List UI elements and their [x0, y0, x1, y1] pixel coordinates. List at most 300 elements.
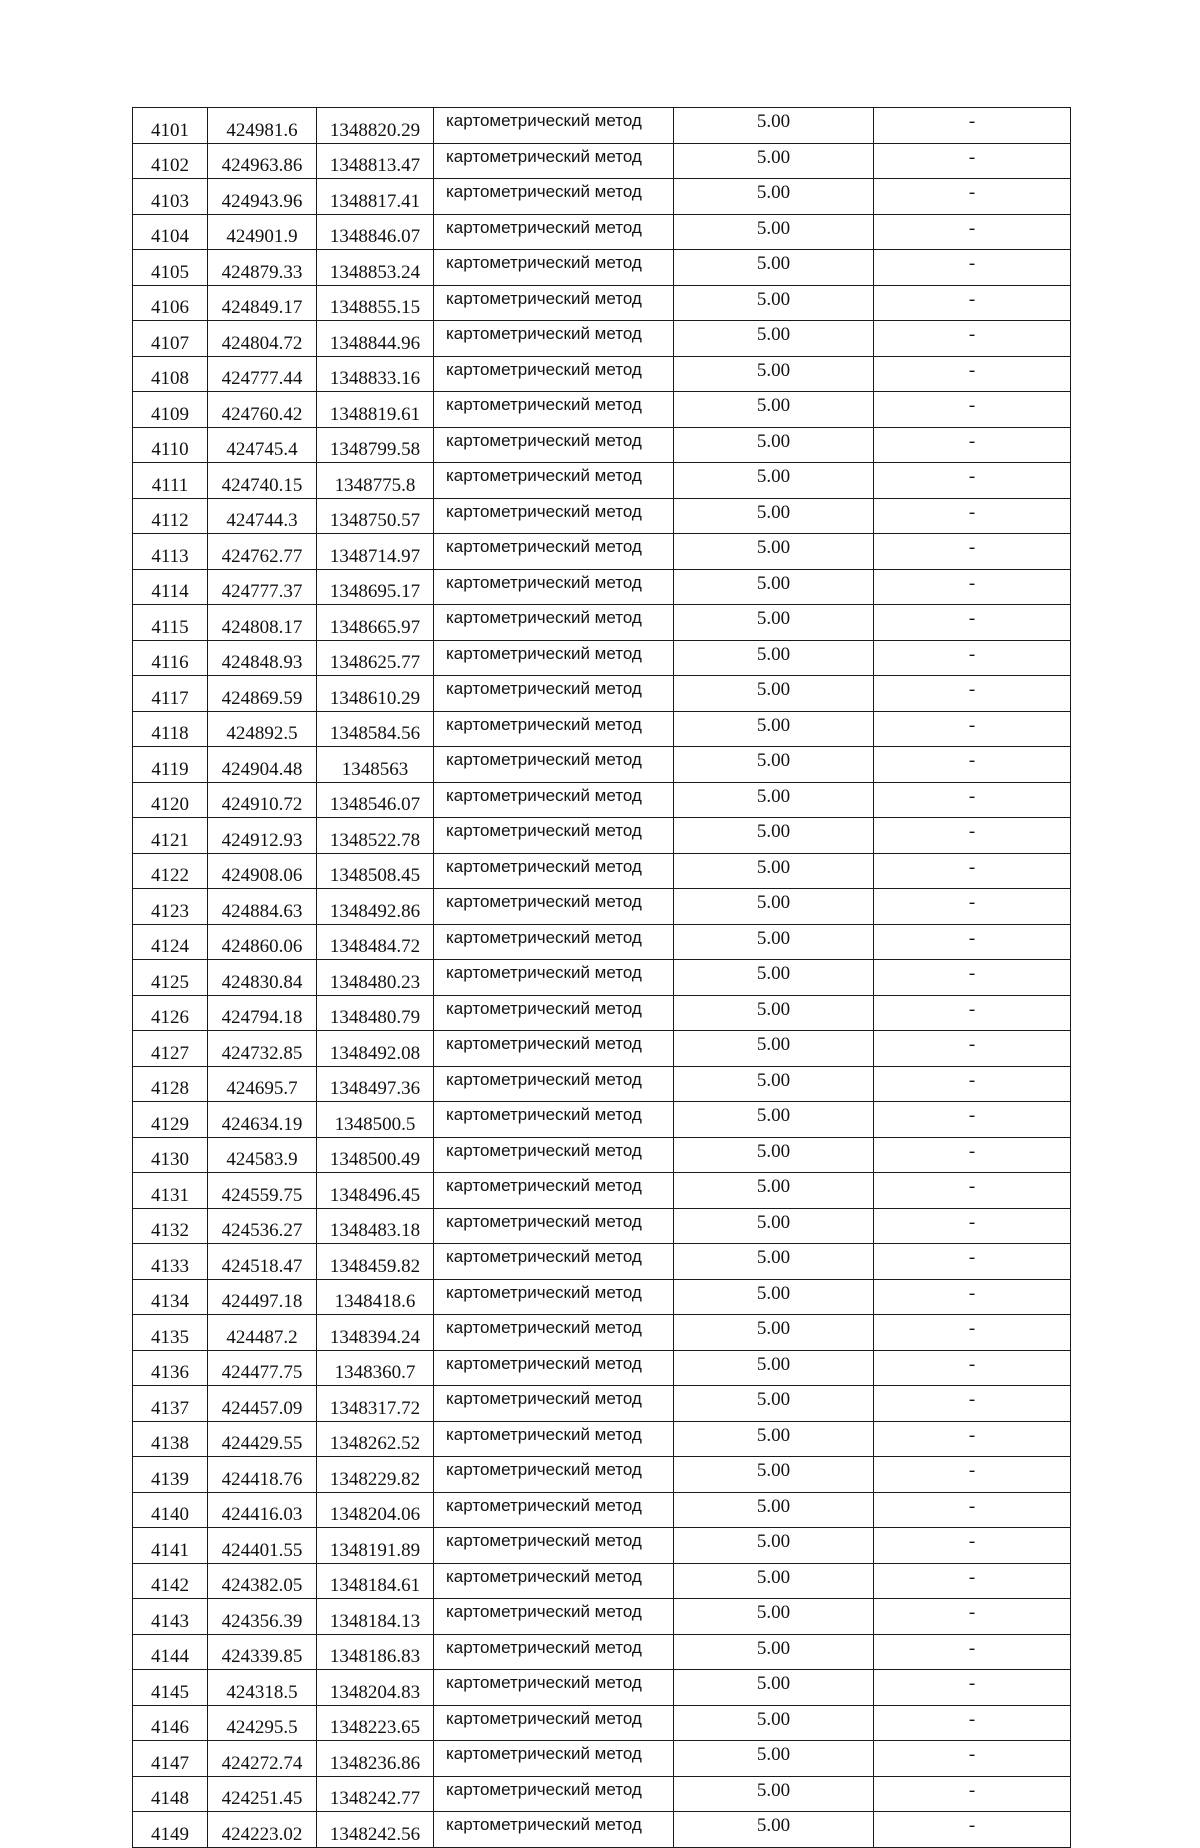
y-coordinate-cell: 1348820.29: [317, 108, 434, 144]
method-cell: картометрический метод: [434, 108, 674, 144]
accuracy-cell: 5.00: [674, 285, 874, 321]
point-number-cell: 4124: [133, 924, 208, 960]
accuracy-cell: 5.00: [674, 1599, 874, 1635]
method-cell: картометрический метод: [434, 1705, 674, 1741]
method-cell: картометрический метод: [434, 179, 674, 215]
accuracy-cell: 5.00: [674, 1492, 874, 1528]
point-number-cell: 4105: [133, 250, 208, 286]
table-row: [133, 1599, 1071, 1635]
table-row: [133, 1173, 1071, 1209]
accuracy-cell: 5.00: [674, 1102, 874, 1138]
table-row: [133, 1492, 1071, 1528]
y-coordinate-cell: 1348563: [317, 747, 434, 783]
method-cell: картометрический метод: [434, 285, 674, 321]
x-coordinate-cell: 424908.06: [208, 853, 317, 889]
description-cell: -: [874, 108, 1071, 144]
table-row: [133, 1386, 1071, 1422]
x-coordinate-cell: 424518.47: [208, 1244, 317, 1280]
point-number-cell: 4121: [133, 818, 208, 854]
table-row: [133, 995, 1071, 1031]
table-row: [133, 250, 1071, 286]
point-number-cell: 4119: [133, 747, 208, 783]
accuracy-cell: 5.00: [674, 1350, 874, 1386]
point-number-cell: 4101: [133, 108, 208, 144]
y-coordinate-cell: 1348750.57: [317, 498, 434, 534]
point-number-cell: 4149: [133, 1812, 208, 1848]
y-coordinate-cell: 1348775.8: [317, 463, 434, 499]
table-row: [133, 853, 1071, 889]
point-number-cell: 4140: [133, 1492, 208, 1528]
method-cell: картометрический метод: [434, 1031, 674, 1067]
description-cell: -: [874, 179, 1071, 215]
point-number-cell: 4120: [133, 782, 208, 818]
description-cell: -: [874, 1279, 1071, 1315]
method-cell: картометрический метод: [434, 498, 674, 534]
description-cell: -: [874, 924, 1071, 960]
table-row: [133, 285, 1071, 321]
description-cell: -: [874, 534, 1071, 570]
point-number-cell: 4139: [133, 1457, 208, 1493]
point-number-cell: 4145: [133, 1670, 208, 1706]
method-cell: картометрический метод: [434, 1812, 674, 1848]
point-number-cell: 4135: [133, 1315, 208, 1351]
y-coordinate-cell: 1348360.7: [317, 1350, 434, 1386]
method-cell: картометрический метод: [434, 1528, 674, 1564]
accuracy-cell: 5.00: [674, 356, 874, 392]
table-row: [133, 1066, 1071, 1102]
method-cell: картометрический метод: [434, 1315, 674, 1351]
description-cell: -: [874, 392, 1071, 428]
description-cell: -: [874, 463, 1071, 499]
y-coordinate-cell: 1348695.17: [317, 569, 434, 605]
method-cell: картометрический метод: [434, 782, 674, 818]
table-row: [133, 214, 1071, 250]
x-coordinate-cell: 424295.5: [208, 1705, 317, 1741]
point-number-cell: 4136: [133, 1350, 208, 1386]
point-number-cell: 4142: [133, 1563, 208, 1599]
x-coordinate-cell: 424963.86: [208, 143, 317, 179]
method-cell: картометрический метод: [434, 463, 674, 499]
y-coordinate-cell: 1348480.79: [317, 995, 434, 1031]
description-cell: -: [874, 1812, 1071, 1848]
accuracy-cell: 5.00: [674, 498, 874, 534]
point-number-cell: 4104: [133, 214, 208, 250]
method-cell: картометрический метод: [434, 534, 674, 570]
x-coordinate-cell: 424869.59: [208, 676, 317, 712]
y-coordinate-cell: 1348496.45: [317, 1173, 434, 1209]
point-number-cell: 4148: [133, 1776, 208, 1812]
y-coordinate-cell: 1348229.82: [317, 1457, 434, 1493]
accuracy-cell: 5.00: [674, 1776, 874, 1812]
method-cell: картометрический метод: [434, 427, 674, 463]
x-coordinate-cell: 424744.3: [208, 498, 317, 534]
y-coordinate-cell: 1348492.86: [317, 889, 434, 925]
point-number-cell: 4126: [133, 995, 208, 1031]
method-cell: картометрический метод: [434, 1066, 674, 1102]
x-coordinate-cell: 424497.18: [208, 1279, 317, 1315]
table-row: [133, 818, 1071, 854]
point-number-cell: 4138: [133, 1421, 208, 1457]
description-cell: -: [874, 1705, 1071, 1741]
table-row: [133, 1279, 1071, 1315]
table-row: [133, 498, 1071, 534]
y-coordinate-cell: 1348236.86: [317, 1741, 434, 1777]
y-coordinate-cell: 1348799.58: [317, 427, 434, 463]
table-row: [133, 1102, 1071, 1138]
y-coordinate-cell: 1348186.83: [317, 1634, 434, 1670]
x-coordinate-cell: 424251.45: [208, 1776, 317, 1812]
description-cell: -: [874, 1528, 1071, 1564]
description-cell: -: [874, 1421, 1071, 1457]
table-row: [133, 1137, 1071, 1173]
y-coordinate-cell: 1348714.97: [317, 534, 434, 570]
description-cell: -: [874, 1350, 1071, 1386]
accuracy-cell: 5.00: [674, 605, 874, 641]
x-coordinate-cell: 424382.05: [208, 1563, 317, 1599]
method-cell: картометрический метод: [434, 1386, 674, 1422]
x-coordinate-cell: 424830.84: [208, 960, 317, 996]
point-number-cell: 4128: [133, 1066, 208, 1102]
y-coordinate-cell: 1348846.07: [317, 214, 434, 250]
table-row: [133, 108, 1071, 144]
description-cell: -: [874, 1066, 1071, 1102]
accuracy-cell: 5.00: [674, 640, 874, 676]
description-cell: -: [874, 427, 1071, 463]
y-coordinate-cell: 1348813.47: [317, 143, 434, 179]
accuracy-cell: 5.00: [674, 782, 874, 818]
table-row: [133, 1812, 1071, 1848]
method-cell: картометрический метод: [434, 853, 674, 889]
point-number-cell: 4125: [133, 960, 208, 996]
x-coordinate-cell: 424429.55: [208, 1421, 317, 1457]
point-number-cell: 4122: [133, 853, 208, 889]
method-cell: картометрический метод: [434, 924, 674, 960]
x-coordinate-cell: 424401.55: [208, 1528, 317, 1564]
point-number-cell: 4132: [133, 1208, 208, 1244]
table-row: [133, 463, 1071, 499]
table-row: [133, 1350, 1071, 1386]
accuracy-cell: 5.00: [674, 250, 874, 286]
x-coordinate-cell: 424418.76: [208, 1457, 317, 1493]
y-coordinate-cell: 1348855.15: [317, 285, 434, 321]
x-coordinate-cell: 424860.06: [208, 924, 317, 960]
accuracy-cell: 5.00: [674, 711, 874, 747]
description-cell: -: [874, 676, 1071, 712]
accuracy-cell: 5.00: [674, 889, 874, 925]
table-row: [133, 1528, 1071, 1564]
method-cell: картометрический метод: [434, 605, 674, 641]
description-cell: -: [874, 1102, 1071, 1138]
accuracy-cell: 5.00: [674, 1137, 874, 1173]
table-row: [133, 179, 1071, 215]
table-row: [133, 427, 1071, 463]
accuracy-cell: 5.00: [674, 1315, 874, 1351]
description-cell: -: [874, 1776, 1071, 1812]
y-coordinate-cell: 1348262.52: [317, 1421, 434, 1457]
x-coordinate-cell: 424695.7: [208, 1066, 317, 1102]
description-cell: -: [874, 1492, 1071, 1528]
point-number-cell: 4129: [133, 1102, 208, 1138]
y-coordinate-cell: 1348483.18: [317, 1208, 434, 1244]
method-cell: картометрический метод: [434, 1421, 674, 1457]
accuracy-cell: 5.00: [674, 1244, 874, 1280]
method-cell: картометрический метод: [434, 1634, 674, 1670]
table-row: [133, 1031, 1071, 1067]
y-coordinate-cell: 1348480.23: [317, 960, 434, 996]
x-coordinate-cell: 424740.15: [208, 463, 317, 499]
description-cell: -: [874, 1634, 1071, 1670]
table-row: [133, 1634, 1071, 1670]
method-cell: картометрический метод: [434, 1563, 674, 1599]
table-row: [133, 1705, 1071, 1741]
method-cell: картометрический метод: [434, 1599, 674, 1635]
table-row: [133, 1208, 1071, 1244]
table-row: [133, 676, 1071, 712]
point-number-cell: 4131: [133, 1173, 208, 1209]
x-coordinate-cell: 424339.85: [208, 1634, 317, 1670]
table-row: [133, 1563, 1071, 1599]
y-coordinate-cell: 1348610.29: [317, 676, 434, 712]
x-coordinate-cell: 424849.17: [208, 285, 317, 321]
table-row: [133, 1421, 1071, 1457]
method-cell: картометрический метод: [434, 1279, 674, 1315]
description-cell: -: [874, 747, 1071, 783]
accuracy-cell: 5.00: [674, 1528, 874, 1564]
method-cell: картометрический метод: [434, 1776, 674, 1812]
y-coordinate-cell: 1348546.07: [317, 782, 434, 818]
point-number-cell: 4143: [133, 1599, 208, 1635]
table-row: [133, 747, 1071, 783]
x-coordinate-cell: 424634.19: [208, 1102, 317, 1138]
point-number-cell: 4103: [133, 179, 208, 215]
x-coordinate-cell: 424943.96: [208, 179, 317, 215]
x-coordinate-cell: 424910.72: [208, 782, 317, 818]
method-cell: картометрический метод: [434, 995, 674, 1031]
accuracy-cell: 5.00: [674, 1741, 874, 1777]
description-cell: -: [874, 711, 1071, 747]
description-cell: -: [874, 569, 1071, 605]
method-cell: картометрический метод: [434, 321, 674, 357]
coordinates-table: [132, 107, 1071, 1848]
point-number-cell: 4116: [133, 640, 208, 676]
point-number-cell: 4118: [133, 711, 208, 747]
x-coordinate-cell: 424760.42: [208, 392, 317, 428]
description-cell: -: [874, 1457, 1071, 1493]
accuracy-cell: 5.00: [674, 427, 874, 463]
table-row: [133, 392, 1071, 428]
x-coordinate-cell: 424794.18: [208, 995, 317, 1031]
y-coordinate-cell: 1348853.24: [317, 250, 434, 286]
accuracy-cell: 5.00: [674, 1173, 874, 1209]
point-number-cell: 4123: [133, 889, 208, 925]
y-coordinate-cell: 1348625.77: [317, 640, 434, 676]
y-coordinate-cell: 1348184.61: [317, 1563, 434, 1599]
x-coordinate-cell: 424559.75: [208, 1173, 317, 1209]
y-coordinate-cell: 1348191.89: [317, 1528, 434, 1564]
method-cell: картометрический метод: [434, 250, 674, 286]
y-coordinate-cell: 1348522.78: [317, 818, 434, 854]
description-cell: -: [874, 1599, 1071, 1635]
x-coordinate-cell: 424901.9: [208, 214, 317, 250]
method-cell: картометрический метод: [434, 392, 674, 428]
point-number-cell: 4111: [133, 463, 208, 499]
accuracy-cell: 5.00: [674, 1386, 874, 1422]
accuracy-cell: 5.00: [674, 1421, 874, 1457]
y-coordinate-cell: 1348508.45: [317, 853, 434, 889]
point-number-cell: 4113: [133, 534, 208, 570]
description-cell: -: [874, 356, 1071, 392]
method-cell: картометрический метод: [434, 143, 674, 179]
method-cell: картометрический метод: [434, 356, 674, 392]
y-coordinate-cell: 1348500.49: [317, 1137, 434, 1173]
description-cell: -: [874, 321, 1071, 357]
description-cell: -: [874, 853, 1071, 889]
table-row: [133, 960, 1071, 996]
x-coordinate-cell: 424416.03: [208, 1492, 317, 1528]
accuracy-cell: 5.00: [674, 853, 874, 889]
x-coordinate-cell: 424223.02: [208, 1812, 317, 1848]
y-coordinate-cell: 1348844.96: [317, 321, 434, 357]
x-coordinate-cell: 424762.77: [208, 534, 317, 570]
table-row: [133, 1244, 1071, 1280]
description-cell: -: [874, 1563, 1071, 1599]
point-number-cell: 4115: [133, 605, 208, 641]
accuracy-cell: 5.00: [674, 108, 874, 144]
description-cell: -: [874, 285, 1071, 321]
y-coordinate-cell: 1348497.36: [317, 1066, 434, 1102]
coordinates-table-body: [133, 108, 1071, 1848]
point-number-cell: 4107: [133, 321, 208, 357]
x-coordinate-cell: 424879.33: [208, 250, 317, 286]
method-cell: картометрический метод: [434, 1208, 674, 1244]
description-cell: -: [874, 250, 1071, 286]
description-cell: -: [874, 960, 1071, 996]
table-row: [133, 569, 1071, 605]
accuracy-cell: 5.00: [674, 960, 874, 996]
point-number-cell: 4110: [133, 427, 208, 463]
x-coordinate-cell: 424904.48: [208, 747, 317, 783]
description-cell: -: [874, 1137, 1071, 1173]
method-cell: картометрический метод: [434, 747, 674, 783]
x-coordinate-cell: 424457.09: [208, 1386, 317, 1422]
point-number-cell: 4130: [133, 1137, 208, 1173]
x-coordinate-cell: 424892.5: [208, 711, 317, 747]
table-row: [133, 356, 1071, 392]
table-row: [133, 1670, 1071, 1706]
x-coordinate-cell: 424487.2: [208, 1315, 317, 1351]
method-cell: картометрический метод: [434, 1350, 674, 1386]
description-cell: -: [874, 1315, 1071, 1351]
accuracy-cell: 5.00: [674, 1031, 874, 1067]
x-coordinate-cell: 424912.93: [208, 818, 317, 854]
accuracy-cell: 5.00: [674, 1279, 874, 1315]
point-number-cell: 4127: [133, 1031, 208, 1067]
point-number-cell: 4137: [133, 1386, 208, 1422]
table-row: [133, 143, 1071, 179]
x-coordinate-cell: 424981.6: [208, 108, 317, 144]
x-coordinate-cell: 424318.5: [208, 1670, 317, 1706]
point-number-cell: 4133: [133, 1244, 208, 1280]
table-row: [133, 534, 1071, 570]
x-coordinate-cell: 424732.85: [208, 1031, 317, 1067]
method-cell: картометрический метод: [434, 676, 674, 712]
method-cell: картометрический метод: [434, 1741, 674, 1777]
y-coordinate-cell: 1348184.13: [317, 1599, 434, 1635]
description-cell: -: [874, 143, 1071, 179]
y-coordinate-cell: 1348418.6: [317, 1279, 434, 1315]
table-row: [133, 1776, 1071, 1812]
accuracy-cell: 5.00: [674, 143, 874, 179]
point-number-cell: 4106: [133, 285, 208, 321]
accuracy-cell: 5.00: [674, 392, 874, 428]
y-coordinate-cell: 1348492.08: [317, 1031, 434, 1067]
accuracy-cell: 5.00: [674, 1705, 874, 1741]
x-coordinate-cell: 424745.4: [208, 427, 317, 463]
description-cell: -: [874, 889, 1071, 925]
method-cell: картометрический метод: [434, 640, 674, 676]
y-coordinate-cell: 1348204.06: [317, 1492, 434, 1528]
point-number-cell: 4141: [133, 1528, 208, 1564]
description-cell: -: [874, 818, 1071, 854]
x-coordinate-cell: 424848.93: [208, 640, 317, 676]
description-cell: -: [874, 1173, 1071, 1209]
point-number-cell: 4134: [133, 1279, 208, 1315]
table-row: [133, 321, 1071, 357]
y-coordinate-cell: 1348817.41: [317, 179, 434, 215]
point-number-cell: 4147: [133, 1741, 208, 1777]
y-coordinate-cell: 1348223.65: [317, 1705, 434, 1741]
x-coordinate-cell: 424884.63: [208, 889, 317, 925]
table-row: [133, 1741, 1071, 1777]
description-cell: -: [874, 1208, 1071, 1244]
table-row: [133, 924, 1071, 960]
accuracy-cell: 5.00: [674, 1634, 874, 1670]
accuracy-cell: 5.00: [674, 1563, 874, 1599]
accuracy-cell: 5.00: [674, 1066, 874, 1102]
accuracy-cell: 5.00: [674, 818, 874, 854]
point-number-cell: 4117: [133, 676, 208, 712]
accuracy-cell: 5.00: [674, 321, 874, 357]
point-number-cell: 4102: [133, 143, 208, 179]
description-cell: -: [874, 1741, 1071, 1777]
x-coordinate-cell: 424536.27: [208, 1208, 317, 1244]
x-coordinate-cell: 424583.9: [208, 1137, 317, 1173]
y-coordinate-cell: 1348833.16: [317, 356, 434, 392]
x-coordinate-cell: 424804.72: [208, 321, 317, 357]
y-coordinate-cell: 1348242.56: [317, 1812, 434, 1848]
point-number-cell: 4112: [133, 498, 208, 534]
description-cell: -: [874, 498, 1071, 534]
accuracy-cell: 5.00: [674, 214, 874, 250]
accuracy-cell: 5.00: [674, 995, 874, 1031]
x-coordinate-cell: 424808.17: [208, 605, 317, 641]
accuracy-cell: 5.00: [674, 534, 874, 570]
point-number-cell: 4108: [133, 356, 208, 392]
accuracy-cell: 5.00: [674, 1670, 874, 1706]
description-cell: -: [874, 640, 1071, 676]
y-coordinate-cell: 1348484.72: [317, 924, 434, 960]
description-cell: -: [874, 995, 1071, 1031]
y-coordinate-cell: 1348819.61: [317, 392, 434, 428]
accuracy-cell: 5.00: [674, 924, 874, 960]
method-cell: картометрический метод: [434, 818, 674, 854]
description-cell: -: [874, 1031, 1071, 1067]
description-cell: -: [874, 605, 1071, 641]
x-coordinate-cell: 424777.37: [208, 569, 317, 605]
y-coordinate-cell: 1348500.5: [317, 1102, 434, 1138]
x-coordinate-cell: 424777.44: [208, 356, 317, 392]
method-cell: картометрический метод: [434, 1137, 674, 1173]
